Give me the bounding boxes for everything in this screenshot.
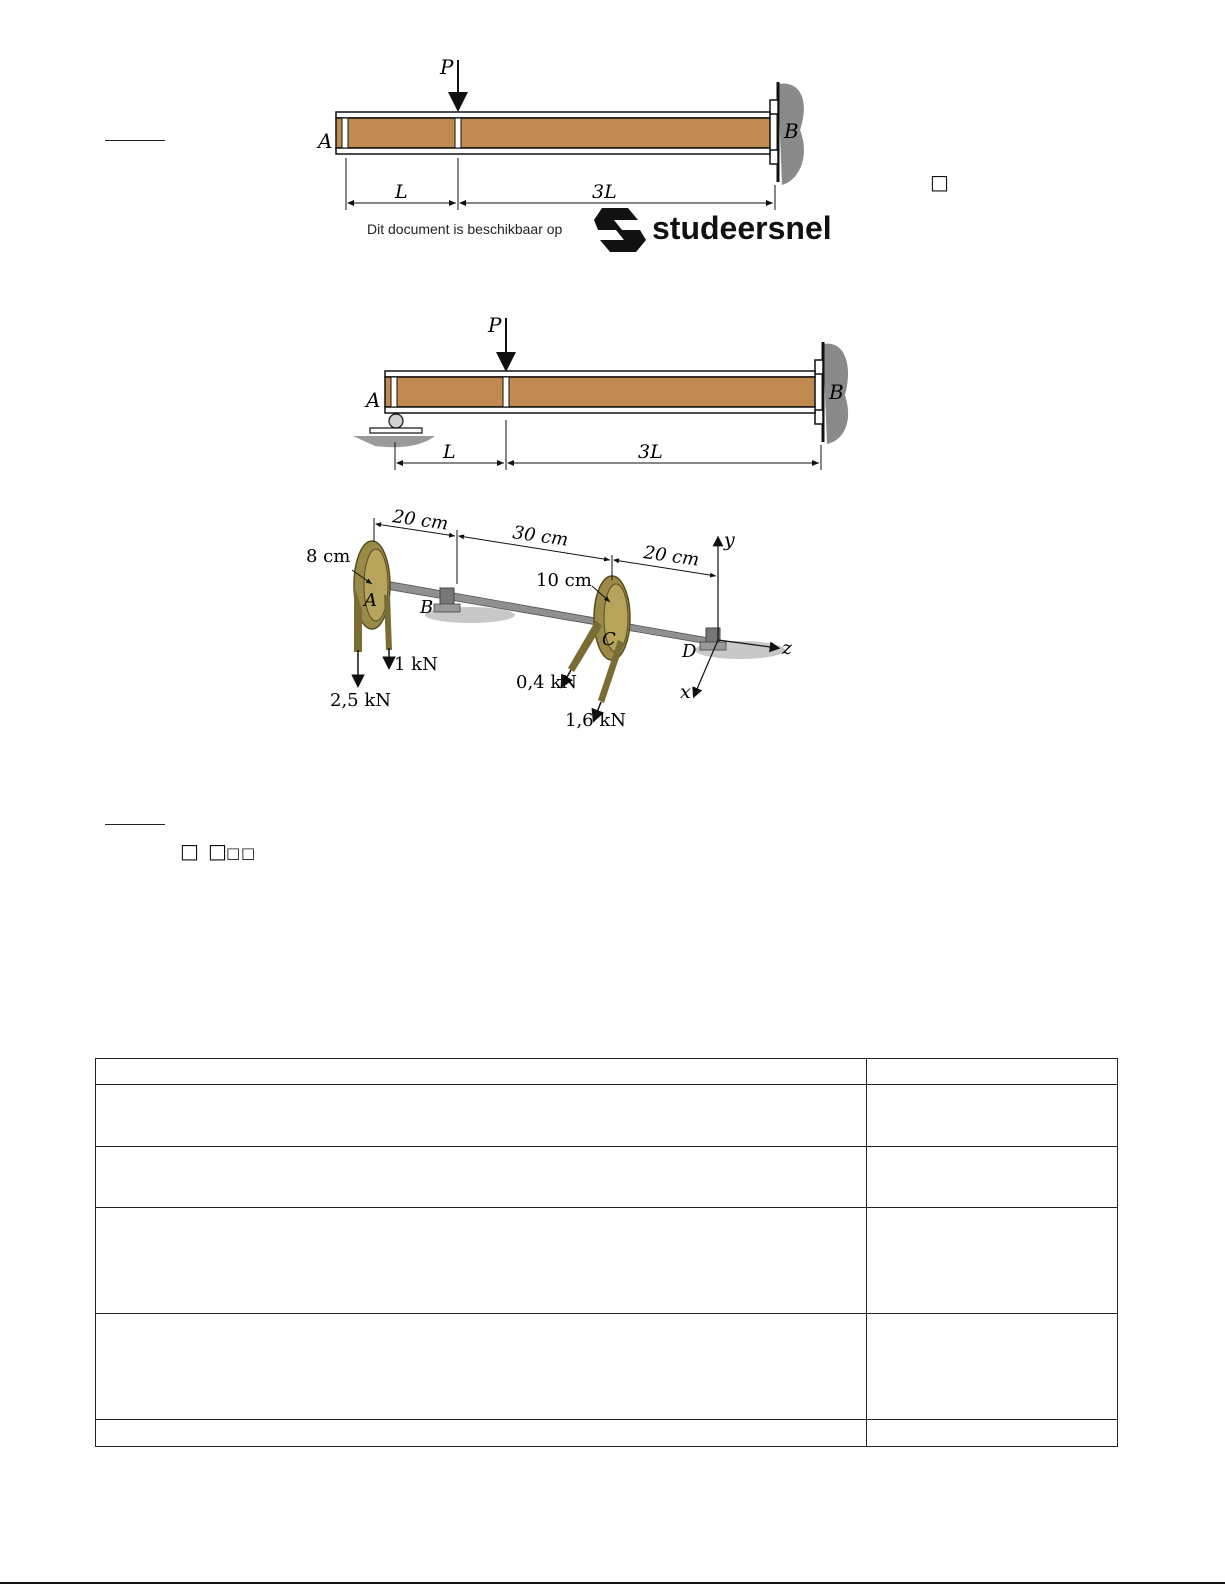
underline-2 <box>105 824 165 825</box>
grading-table <box>95 1058 1118 1447</box>
load-label-p: P <box>440 55 454 79</box>
dim-label-ab: 20 cm <box>391 506 450 535</box>
box-glyph-5: □ <box>241 844 256 862</box>
beam-flange-bottom <box>336 148 770 154</box>
table-cell <box>96 1208 867 1314</box>
figure-shaft-pulleys <box>300 500 820 750</box>
table-cell <box>96 1420 867 1447</box>
table-row <box>96 1314 1118 1420</box>
point-label-b: B <box>420 597 434 618</box>
table-cell <box>867 1420 1118 1447</box>
studeersnel-logo-icon <box>594 208 646 252</box>
end-label-a: A <box>366 388 381 412</box>
end-label-b: B <box>829 380 844 404</box>
box-glyph-2: □ <box>180 839 199 863</box>
beam-flange-top <box>336 112 770 118</box>
axis-z-label: z <box>782 637 793 659</box>
force-label-a1: 1 kN <box>394 654 438 675</box>
dim-label-bc: 30 cm <box>511 522 570 551</box>
span-label-3l: 3L <box>592 181 617 203</box>
table-row <box>96 1147 1118 1208</box>
table-cell <box>867 1085 1118 1147</box>
underline-1 <box>105 140 165 141</box>
point-label-d: D <box>682 641 697 662</box>
span-label-l: L <box>443 441 456 463</box>
end-label-a: A <box>318 129 333 153</box>
force-label-c1: 0,4 kN <box>516 672 578 693</box>
table-cell <box>867 1059 1118 1085</box>
end-label-b: B <box>784 119 799 143</box>
force-label-a2: 2,5 kN <box>330 690 392 711</box>
figure-cantilever-beam <box>300 50 860 260</box>
page-bottom-border <box>0 1582 1225 1584</box>
figure-propped-beam <box>345 310 865 480</box>
dim-label-cd: 20 cm <box>642 542 701 571</box>
point-label-a: A <box>364 590 377 611</box>
axis-y-label: y <box>724 529 735 551</box>
radius-label-a: 8 cm <box>306 546 351 567</box>
load-label-p: P <box>488 313 502 337</box>
box-glyph-3: □ <box>208 839 227 863</box>
table-cell <box>96 1147 867 1208</box>
table-cell <box>867 1147 1118 1208</box>
table-row <box>96 1208 1118 1314</box>
table-cell <box>867 1314 1118 1420</box>
span-label-l: L <box>395 181 408 203</box>
table-cell <box>96 1314 867 1420</box>
table-cell <box>96 1059 867 1085</box>
axis-x-label: x <box>680 681 691 703</box>
box-glyph-4: □ <box>226 844 241 862</box>
table-row <box>96 1085 1118 1147</box>
beam-web <box>336 118 770 148</box>
table-cell <box>867 1208 1118 1314</box>
table-row <box>96 1059 1118 1085</box>
radius-label-c: 10 cm <box>536 570 592 591</box>
roller-support-a <box>389 414 403 428</box>
point-label-c: C <box>602 629 616 650</box>
watermark-text: Dit document is beschikbaar op <box>367 221 563 237</box>
box-glyph-1: □ <box>930 170 949 194</box>
table-row <box>96 1420 1118 1447</box>
span-label-3l: 3L <box>638 441 663 463</box>
table-cell <box>96 1085 867 1147</box>
watermark-brand: studeersnel <box>652 210 832 246</box>
force-label-c2: 1,6 kN <box>565 710 627 731</box>
